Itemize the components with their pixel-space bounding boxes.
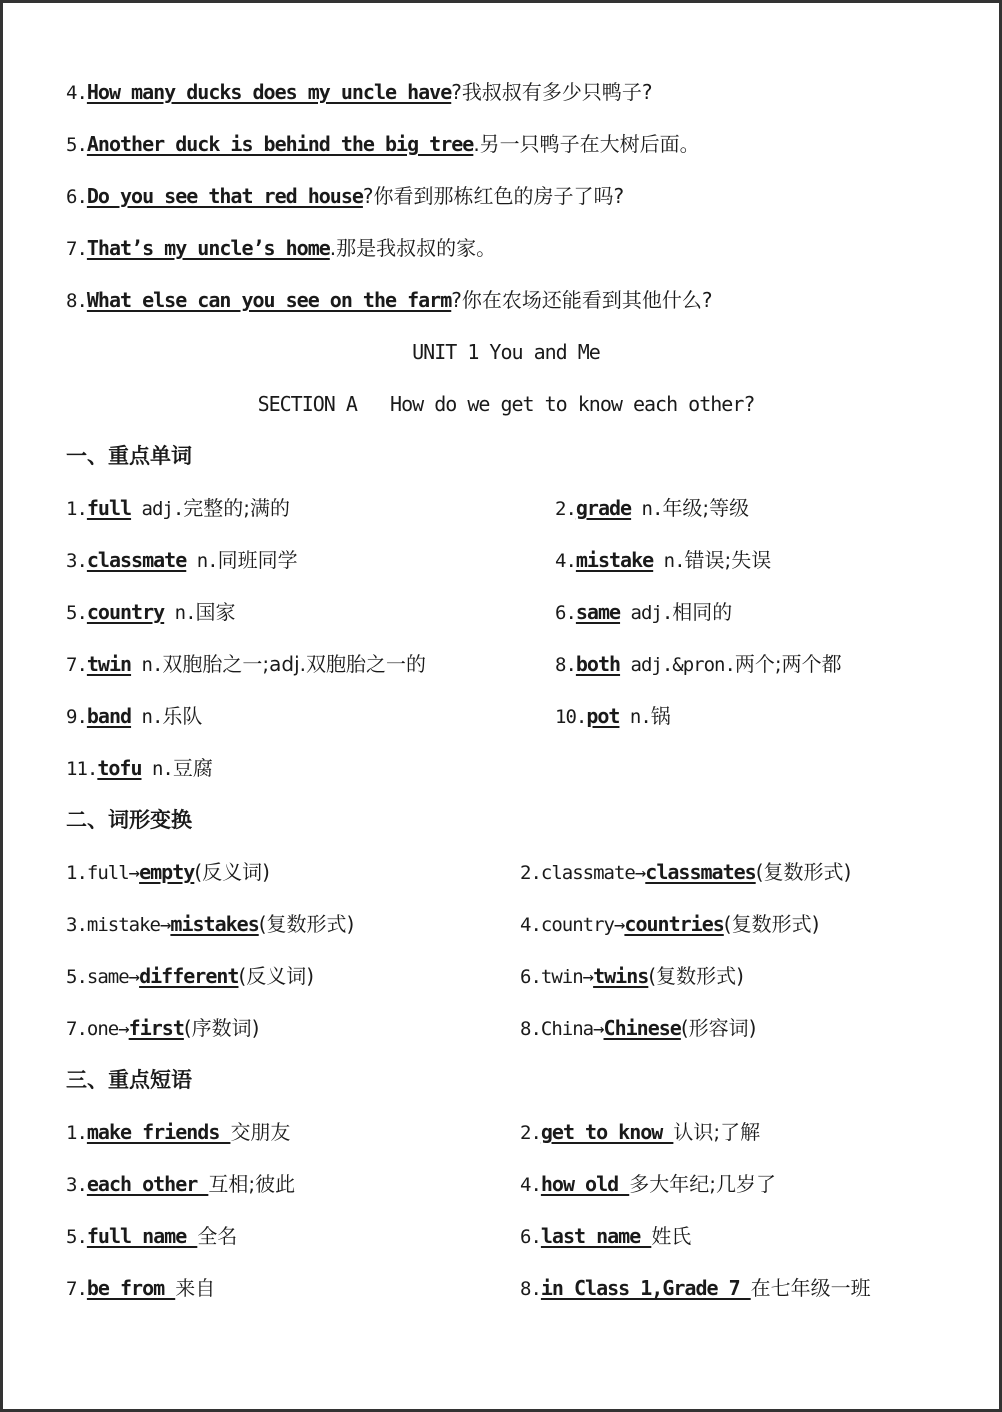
- item-number: 5.: [66, 1226, 87, 1248]
- phrase-chinese: 认识;了解: [673, 1120, 761, 1144]
- item-number: 7.: [66, 1018, 87, 1040]
- base-word: China→: [540, 1018, 604, 1040]
- vocab-word: mistake: [575, 548, 654, 572]
- item-number: 3.: [66, 550, 87, 572]
- form-item: [520, 961, 744, 991]
- item-number: 6.: [555, 602, 576, 624]
- phrase-chinese: 全名: [197, 1224, 238, 1248]
- part-of-speech: n.: [186, 550, 218, 572]
- vocab-item: [66, 597, 236, 627]
- part-of-speech: n.: [164, 602, 196, 624]
- form-note: (复数形式): [258, 912, 355, 936]
- item-number: 1.: [66, 1122, 87, 1144]
- part-of-speech: n.: [653, 550, 685, 572]
- vocab-heading: 一、重点单词: [66, 444, 192, 468]
- part-of-speech: n.: [141, 758, 173, 780]
- vocab-meaning: 两个;两个都: [734, 652, 842, 676]
- vocab-meaning: 锅: [650, 704, 671, 728]
- form-item: [66, 857, 270, 887]
- form-answer: twins: [593, 964, 649, 988]
- part-of-speech: n.: [631, 498, 663, 520]
- part-of-speech: adj.: [131, 498, 184, 520]
- form-note: (形容词): [680, 1016, 757, 1040]
- base-word: country→: [540, 914, 625, 936]
- form-answer: mistakes: [170, 912, 259, 936]
- vocab-meaning: 乐队: [162, 704, 203, 728]
- item-number: 1.: [66, 862, 87, 884]
- form-answer: empty: [139, 860, 195, 884]
- sentence-chinese: .另一只鸭子在大树后面。: [473, 132, 700, 156]
- part-of-speech: n.: [131, 706, 163, 728]
- item-number: 1.: [66, 498, 87, 520]
- phrase-chinese: 多大年纪;几岁了: [629, 1172, 776, 1196]
- phrase-chinese: 来自: [175, 1276, 216, 1300]
- phrase-english: how old: [540, 1172, 630, 1196]
- sentence-item: [66, 129, 700, 159]
- phrase-english: full name: [86, 1224, 198, 1248]
- part-of-speech: adj.: [620, 602, 673, 624]
- item-number: 2.: [555, 498, 576, 520]
- form-item: [520, 1013, 756, 1043]
- phrase-chinese: 在七年级一班: [750, 1276, 871, 1300]
- sentence-english: Another duck is behind the big tree: [86, 132, 474, 156]
- item-number: 8.: [520, 1278, 541, 1300]
- form-note: (序数词): [183, 1016, 260, 1040]
- phrase-item: [66, 1221, 237, 1251]
- form-item: [66, 1013, 259, 1043]
- phrase-item: [520, 1221, 691, 1251]
- item-number: 4.: [520, 914, 541, 936]
- vocab-item: [66, 701, 202, 731]
- sentence-chinese: ?你看到那栋红色的房子了吗?: [362, 184, 625, 208]
- item-number: 4.: [66, 82, 87, 104]
- forms-heading: 二、词形变换: [66, 808, 192, 832]
- phrase-item: [66, 1117, 290, 1147]
- vocab-item: [555, 545, 771, 575]
- sentence-item: [66, 77, 652, 107]
- item-number: 8.: [555, 654, 576, 676]
- item-number: 9.: [66, 706, 87, 728]
- form-item: [520, 857, 851, 887]
- sentence-item: [66, 233, 496, 263]
- phrase-english: each other: [86, 1172, 209, 1196]
- item-number: 4.: [555, 550, 576, 572]
- item-number: 2.: [520, 862, 541, 884]
- sentence-english: What else can you see on the farm: [86, 288, 452, 312]
- part-of-speech: n.: [131, 654, 163, 676]
- vocab-word: twin: [86, 652, 132, 676]
- part-of-speech: adj.&pron.: [620, 654, 735, 676]
- form-note: (反义词): [194, 860, 270, 884]
- sentence-chinese: ?你在农场还能看到其他什么?: [451, 288, 713, 312]
- item-number: 3.: [66, 1174, 87, 1196]
- sentence-item: [66, 181, 624, 211]
- vocab-meaning: 相同的: [672, 600, 733, 624]
- vocab-item: [555, 701, 671, 731]
- item-number: 10.: [555, 706, 587, 728]
- vocab-meaning: 同班同学: [217, 548, 298, 572]
- phrase-item: [66, 1169, 295, 1199]
- phrase-english: last name: [540, 1224, 652, 1248]
- item-number: 7.: [66, 1278, 87, 1300]
- item-number: 4.: [520, 1174, 541, 1196]
- vocab-word: same: [575, 600, 621, 624]
- sentence-english: That’s my uncle’s home: [86, 236, 330, 260]
- vocab-word: grade: [575, 496, 632, 520]
- form-answer: classmates: [645, 860, 756, 884]
- vocab-word: band: [86, 704, 132, 728]
- item-number: 7.: [66, 238, 87, 260]
- form-item: [66, 961, 314, 991]
- vocab-word: classmate: [86, 548, 187, 572]
- form-item: [520, 909, 819, 939]
- base-word: same→: [86, 966, 140, 988]
- vocab-item: [66, 753, 213, 783]
- base-word: twin→: [540, 966, 594, 988]
- vocab-item: [555, 597, 732, 627]
- vocab-meaning: 错误;失误: [684, 548, 772, 572]
- vocab-item: [66, 545, 298, 575]
- item-number: 6.: [520, 1226, 541, 1248]
- vocab-meaning: 完整的;满的: [183, 496, 291, 520]
- form-answer: countries: [624, 912, 724, 936]
- form-note: (反义词): [238, 964, 315, 988]
- item-number: 5.: [66, 602, 87, 624]
- vocab-word: both: [575, 652, 621, 676]
- form-answer: different: [139, 964, 239, 988]
- form-answer: Chinese: [603, 1016, 681, 1040]
- base-word: full→: [86, 862, 140, 884]
- phrase-chinese: 姓氏: [651, 1224, 692, 1248]
- item-number: 3.: [66, 914, 87, 936]
- vocab-item: [66, 493, 290, 523]
- sentence-chinese: .那是我叔叔的家。: [329, 236, 497, 260]
- vocab-word: tofu: [97, 756, 142, 780]
- base-word: classmate→: [540, 862, 646, 884]
- unit-title: UNIT 1 You and Me: [412, 340, 600, 364]
- part-of-speech: n.: [619, 706, 651, 728]
- item-number: 6.: [520, 966, 541, 988]
- item-number: 6.: [66, 186, 87, 208]
- item-number: 7.: [66, 654, 87, 676]
- vocab-item: [66, 649, 426, 679]
- item-number: 2.: [520, 1122, 541, 1144]
- phrase-english: be from: [86, 1276, 176, 1300]
- sentence-item: [66, 285, 712, 315]
- base-word: mistake→: [86, 914, 171, 936]
- phrase-english: get to know: [540, 1120, 674, 1144]
- form-note: (复数形式): [648, 964, 744, 988]
- form-note: (复数形式): [755, 860, 852, 884]
- phrase-item: [520, 1169, 776, 1199]
- form-answer: first: [128, 1016, 184, 1040]
- item-number: 8.: [520, 1018, 541, 1040]
- phrases-heading: 三、重点短语: [66, 1068, 192, 1092]
- vocab-meaning: 年级;等级: [662, 496, 750, 520]
- vocab-item: [555, 649, 842, 679]
- vocab-meaning: 国家: [195, 600, 236, 624]
- section-title: SECTION A How do we get to know each other?: [257, 392, 755, 416]
- vocab-word: country: [86, 600, 165, 624]
- vocab-word: full: [86, 496, 132, 520]
- base-word: one→: [86, 1018, 129, 1040]
- form-note: (复数形式): [723, 912, 820, 936]
- vocab-meaning: 豆腐: [172, 756, 213, 780]
- item-number: 5.: [66, 966, 87, 988]
- phrase-chinese: 交朋友: [230, 1120, 291, 1144]
- phrase-chinese: 互相;彼此: [208, 1172, 296, 1196]
- vocab-word: pot: [586, 704, 620, 728]
- phrase-item: [66, 1273, 215, 1303]
- phrase-english: make friends: [86, 1120, 231, 1144]
- item-number: 11.: [66, 758, 98, 780]
- phrase-item: [520, 1117, 760, 1147]
- form-item: [66, 909, 354, 939]
- phrase-item: [520, 1273, 871, 1303]
- vocab-item: [555, 493, 749, 523]
- sentence-english: Do you see that red house: [86, 184, 363, 208]
- item-number: 5.: [66, 134, 87, 156]
- sentence-english: How many ducks does my uncle have: [86, 80, 452, 104]
- phrase-english: in Class 1,Grade 7: [540, 1276, 751, 1300]
- item-number: 8.: [66, 290, 87, 312]
- vocab-meaning: 双胞胎之一;adj.双胞胎之一的: [162, 652, 426, 676]
- sentence-chinese: ?我叔叔有多少只鸭子?: [451, 80, 653, 104]
